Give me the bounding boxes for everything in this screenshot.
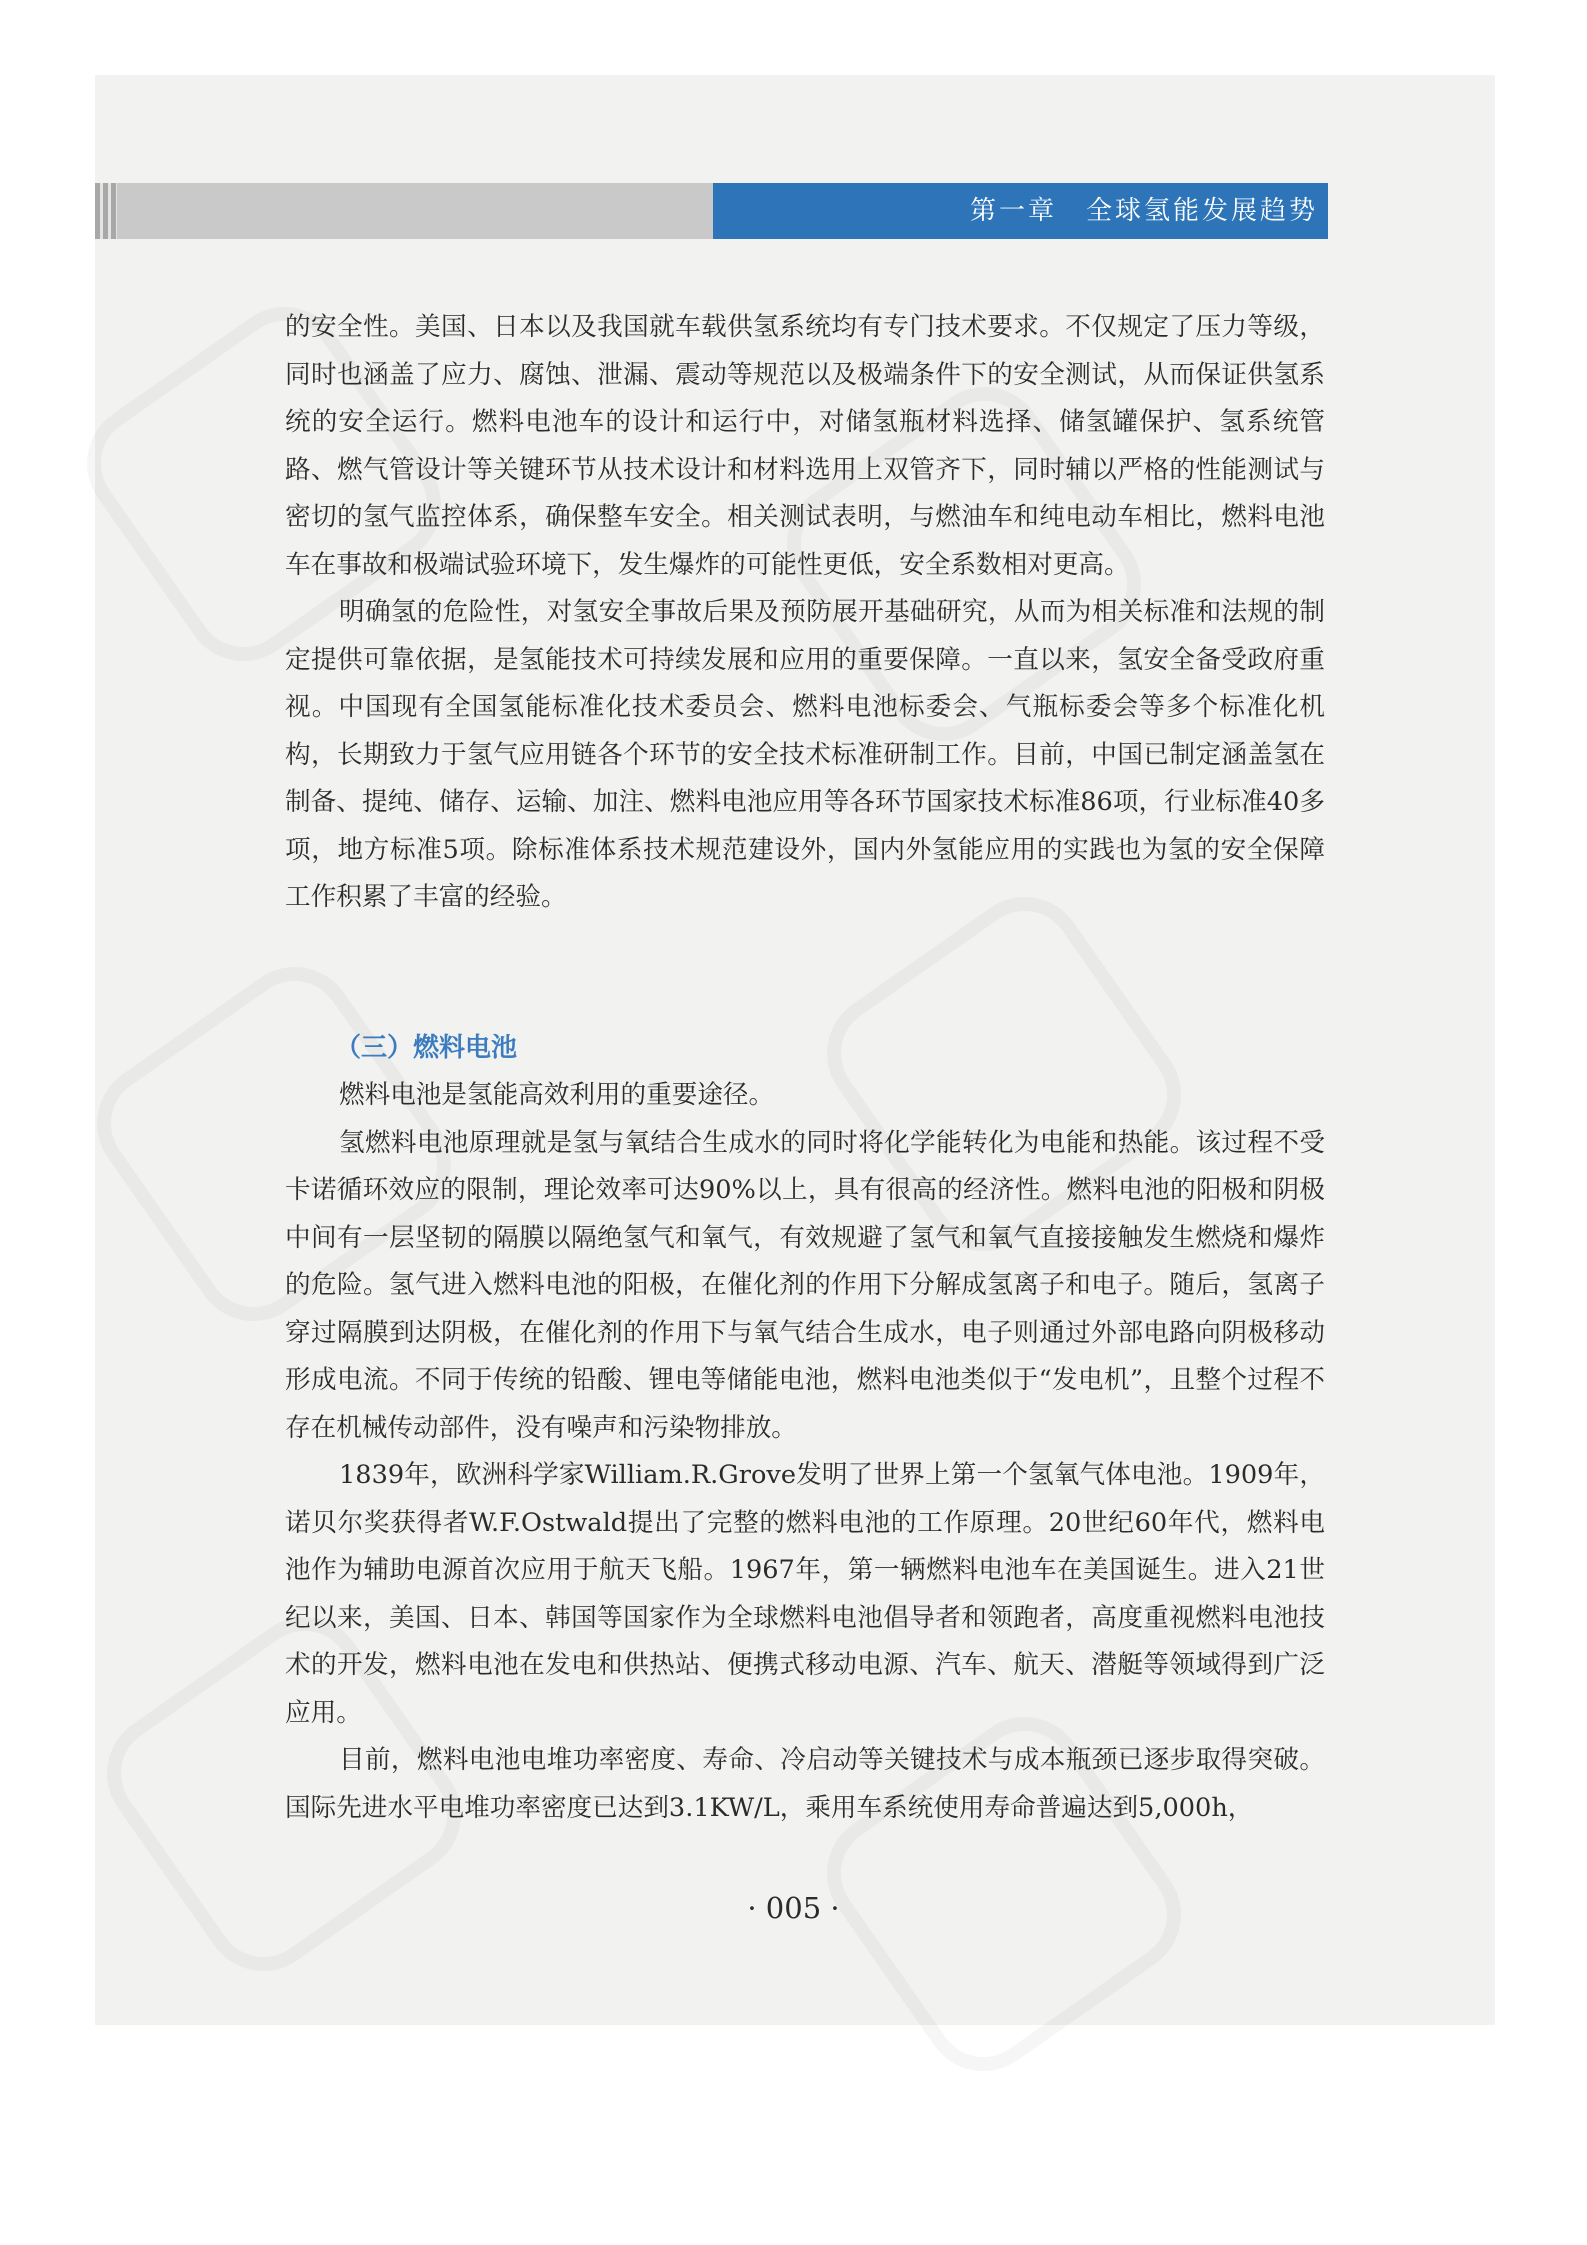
chapter-title: 第一章 全球氢能发展趋势 [713,183,1328,239]
paragraph: 明确氢的危险性，对氢安全事故后果及预防展开基础研究，从而为相关标准和法规的制定提供可靠依据，是氢能技术可持续发展和应用的重要保障。一直以来，氢安全备受政府重视。中国现有全国氢能标准化技术委员会、燃料电池标委会、气瓶标委会等多个标准化机构，长期致力于氢气应用链各个环节的安全技术标准研制工作。目前，中国已制定涵盖氢在制备、提纯、储存、运输、加注、燃料电池应用等各环节国家技术标准86项，行业标准40多项，地方标准5项。除标准体系技术规范建设外，国内外氢能应用的实践也为氢的安全保障工作积累了丰富的经验。 [285,597,1325,912]
body-text-top [285,304,1325,922]
header-stripes [95,183,117,239]
body-text-bottom [285,1072,1325,1832]
paragraph: 燃料电池是氢能高效利用的重要途径。 [339,1080,775,1110]
paragraph: 目前，燃料电池电堆功率密度、寿命、冷启动等关键技术与成本瓶颈已逐步取得突破。国际先进水平电堆功率密度已达到3.1KW/L，乘用车系统使用寿命普遍达到5,000h， [285,1745,1325,1823]
header-grey-bar [95,183,713,239]
page-number: · 005 · [747,1891,840,1925]
paragraph: 氢燃料电池原理就是氢与氧结合生成水的同时将化学能转化为电能和热能。该过程不受卡诺循环效应的限制，理论效率可达90%以上，具有很高的经济性。燃料电池的阳极和阴极中间有一层坚韧的隔膜以隔绝氢气和氧气，有效规避了氢气和氧气直接接触发生燃烧和爆炸的危险。氢气进入燃料电池的阳极，在催化剂的作用下分解成氢离子和电子。随后，氢离子穿过隔膜到达阴极，在催化剂的作用下与氧气结合生成水，电子则通过外部电路向阴极移动形成电流。不同于传统的铅酸、锂电等储能电池，燃料电池类似于“发电机”，且整个过程不存在机械传动部件，没有噪声和污染物排放。 [285,1127,1325,1443]
section-heading: （三）燃料电池 [335,1033,518,1063]
paragraph: 1839年，欧洲科学家William.R.Grove发明了世界上第一个氢氧气体电池。1909年，诺贝尔奖获得者W.F.Ostwald提出了完整的燃料电池的工作原理。20世纪60年代，燃料电池作为辅助电源首次应用于航天飞船。1967年，第一辆燃料电池车在美国诞生。进入21世纪以来，美国、日本、韩国等国家作为全球燃料电池倡导者和领跑者，高度重视燃料电池技术的开发，燃料电池在发电和供热站、便携式移动电源、汽车、航天、潜艇等领域得到广泛应用。 [285,1460,1325,1728]
paragraph: 的安全性。美国、日本以及我国就车载供氢系统均有专门技术要求。不仅规定了压力等级，同时也涵盖了应力、腐蚀、泄漏、震动等规范以及极端条件下的安全测试，从而保证供氢系统的安全运行。燃料电池车的设计和运行中，对储氢瓶材料选择、储氢罐保护、氢系统管路、燃气管设计等关键环节从技术设计和材料选用上双管齐下，同时辅以严格的性能测试与密切的氢气监控体系，确保整车安全。相关测试表明，与燃油车和纯电动车相比，燃料电池车在事故和极端试验环境下，发生爆炸的可能性更低，安全系数相对更高。 [285,312,1325,580]
